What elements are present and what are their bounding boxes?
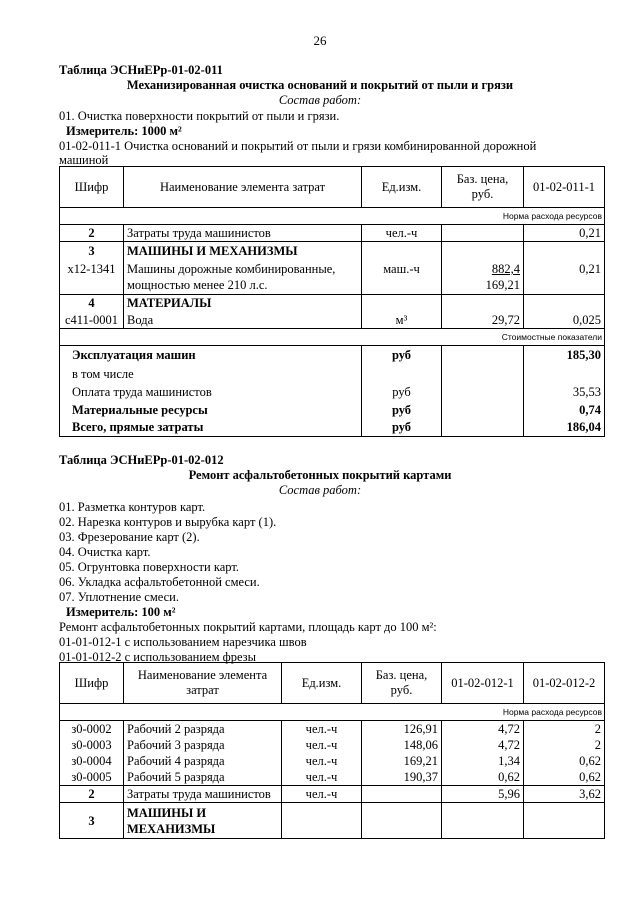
row-name: Рабочий 5 разряда: [124, 769, 282, 786]
col-header-code: Шифр: [60, 663, 124, 704]
row-price: 148,06: [362, 737, 442, 753]
table2-work-4: 04. Очистка карт.: [59, 545, 151, 559]
table2-work-3: 03. Фрезерование карт (2).: [59, 530, 200, 544]
total-value: 186,04: [524, 419, 605, 437]
table2-sostav: Состав работ:: [278, 483, 362, 497]
total-unit: руб: [362, 383, 442, 401]
price-header-line2: руб.: [390, 683, 413, 697]
row-code: 2: [60, 786, 124, 803]
empty-cell: [362, 295, 442, 312]
section-code: 3: [60, 242, 124, 261]
total-value: 35,53: [524, 383, 605, 401]
row-name: Рабочий 2 разряда: [124, 721, 282, 738]
norma-label: Норма расхода ресурсов: [60, 208, 605, 225]
row-value-1: 4,72: [442, 721, 524, 738]
empty-cell: [442, 346, 524, 365]
page-number: 26: [313, 33, 327, 48]
empty-cell: [442, 365, 524, 383]
empty-cell: [362, 803, 442, 839]
empty-cell: [442, 419, 524, 437]
table2-work-7: 07. Уплотнение смеси.: [59, 590, 179, 604]
price-header-line1: Баз. цена,: [456, 172, 509, 186]
empty-cell: [442, 383, 524, 401]
row-price: 190,37: [362, 769, 442, 786]
empty-cell: [362, 242, 442, 261]
table2-title: Ремонт асфальтобетонных покрытий картами: [188, 468, 452, 482]
empty-cell: [524, 803, 605, 839]
row-value-2: 3,62: [524, 786, 605, 803]
table1-desc-line1: 01-02-011-1 Очистка оснований и покрытий от пыли и грязи комбинированной дорожной: [59, 139, 537, 153]
row-code: х12-1341: [60, 261, 124, 295]
row-value-1: 0,62: [442, 769, 524, 786]
row-price-line1: 882,4: [491, 262, 520, 277]
row-name: Затраты труда машинистов: [124, 225, 362, 242]
table1-measure: Измеритель: 1000 м²: [66, 124, 182, 138]
total-label: Эксплуатация машин: [60, 346, 362, 365]
table1: [59, 166, 605, 437]
stoim-label: Стоимостные показатели: [60, 329, 605, 346]
row-value-2: 0,62: [524, 753, 605, 769]
row-value-2: 2: [524, 721, 605, 738]
col-header-norm-2: 01-02-012-2: [524, 663, 605, 704]
row-value-2: 2: [524, 737, 605, 753]
table1-desc-line2: машиной: [59, 153, 109, 167]
row-value-1: 1,34: [442, 753, 524, 769]
col-header-name: [124, 663, 282, 704]
table2-work-6: 06. Укладка асфальтобетонной смеси.: [59, 575, 260, 589]
table1-sostav: Состав работ:: [278, 93, 362, 107]
total-unit: руб: [362, 346, 442, 365]
row-name-line2: мощностью менее 210 л.с.: [127, 278, 268, 293]
row-name: Вода: [124, 312, 362, 329]
empty-cell: [524, 365, 605, 383]
col-header-price: [442, 167, 524, 208]
row-code: з0-0005: [60, 769, 124, 786]
empty-cell: [282, 803, 362, 839]
section-name: [124, 803, 282, 839]
empty-cell: [524, 295, 605, 312]
row-unit: м³: [362, 312, 442, 329]
row-unit: чел.-ч: [282, 737, 362, 753]
row-unit: чел.-ч: [282, 721, 362, 738]
row-price-line2: 169,21: [485, 278, 520, 293]
row-price: 29,72: [442, 312, 524, 329]
row-code: с411-0001: [60, 312, 124, 329]
row-name: Рабочий 3 разряда: [124, 737, 282, 753]
price-header-line2: руб.: [471, 187, 494, 201]
table1-work-1: 01. Очистка поверхности покрытий от пыли и грязи.: [59, 109, 340, 123]
table2-heading: Таблица ЭСНиЕРр-01-02-012: [59, 453, 224, 467]
section-name: МАТЕРИАЛЫ: [124, 295, 362, 312]
table2-work-1: 01. Разметка контуров карт.: [59, 500, 206, 514]
col-header-code: Шифр: [60, 167, 124, 208]
row-unit: чел.-ч: [282, 786, 362, 803]
name-header-line2: затрат: [186, 683, 219, 697]
col-header-unit: Ед.изм.: [282, 663, 362, 704]
table2-measure: Измеритель: 100 м²: [66, 605, 176, 619]
empty-cell: [362, 786, 442, 803]
total-unit: руб: [362, 419, 442, 437]
total-label: Всего, прямые затраты: [60, 419, 362, 437]
empty-cell: [524, 242, 605, 261]
norma-label: Норма расхода ресурсов: [60, 704, 605, 721]
section-name: МАШИНЫ И МЕХАНИЗМЫ: [124, 242, 362, 261]
table1-heading: Таблица ЭСНиЕРр-01-02-011: [59, 63, 223, 77]
name-header-line1: Наименование элемента: [137, 668, 268, 682]
table1-title: Механизированная очистка оснований и покрытий от пыли и грязи: [126, 78, 514, 92]
row-value: 0,21: [524, 225, 605, 242]
row-name: Затраты труда машинистов: [124, 786, 282, 803]
total-unit: руб: [362, 401, 442, 419]
col-header-unit: Ед.изм.: [362, 167, 442, 208]
total-label: Материальные ресурсы: [60, 401, 362, 419]
row-value-2: 0,62: [524, 769, 605, 786]
empty-cell: [362, 365, 442, 383]
section-name-line2: МЕХАНИЗМЫ: [127, 821, 216, 836]
row-name: [124, 261, 362, 295]
row-code: з0-0002: [60, 721, 124, 738]
row-code: з0-0003: [60, 737, 124, 753]
incl-label: в том числе: [60, 365, 362, 383]
row-value-1: 4,72: [442, 737, 524, 753]
row-name: Рабочий 4 разряда: [124, 753, 282, 769]
row-unit: чел.-ч: [362, 225, 442, 242]
row-price: [442, 225, 524, 242]
row-value-1: 5,96: [442, 786, 524, 803]
table2-desc-1: Ремонт асфальтобетонных покрытий картами, площадь карт до 100 м²:: [59, 620, 437, 634]
section-code: 3: [60, 803, 124, 839]
col-header-name: Наименование элемента затрат: [124, 167, 362, 208]
section-name-line1: МАШИНЫ И: [127, 805, 207, 820]
row-price: [442, 261, 524, 295]
total-value: 185,30: [524, 346, 605, 365]
empty-cell: [442, 803, 524, 839]
total-label: Оплата труда машинистов: [60, 383, 362, 401]
row-unit: маш.-ч: [362, 261, 442, 295]
col-header-price: [362, 663, 442, 704]
table2-work-2: 02. Нарезка контуров и вырубка карт (1).: [59, 515, 277, 529]
section-code: 4: [60, 295, 124, 312]
col-header-norm-1: 01-02-012-1: [442, 663, 524, 704]
row-unit: чел.-ч: [282, 769, 362, 786]
row-price: 169,21: [362, 753, 442, 769]
row-name-line1: Машины дорожные комбинированные,: [127, 262, 336, 277]
table2: [59, 662, 605, 839]
empty-cell: [442, 295, 524, 312]
total-value: 0,74: [524, 401, 605, 419]
row-unit: чел.-ч: [282, 753, 362, 769]
row-value: 0,21: [524, 261, 605, 295]
col-header-norm: 01-02-011-1: [524, 167, 605, 208]
table2-work-5: 05. Огрунтовка поверхности карт.: [59, 560, 239, 574]
table2-desc-2: 01-01-012-1 с использованием нарезчика швов: [59, 635, 307, 649]
row-value: 0,025: [524, 312, 605, 329]
empty-cell: [442, 401, 524, 419]
table2-desc-3: 01-01-012-2 с использованием фрезы: [59, 650, 256, 664]
row-price: 126,91: [362, 721, 442, 738]
price-header-line1: Баз. цена,: [375, 668, 428, 682]
empty-cell: [442, 242, 524, 261]
row-code: 2: [60, 225, 124, 242]
row-code: з0-0004: [60, 753, 124, 769]
